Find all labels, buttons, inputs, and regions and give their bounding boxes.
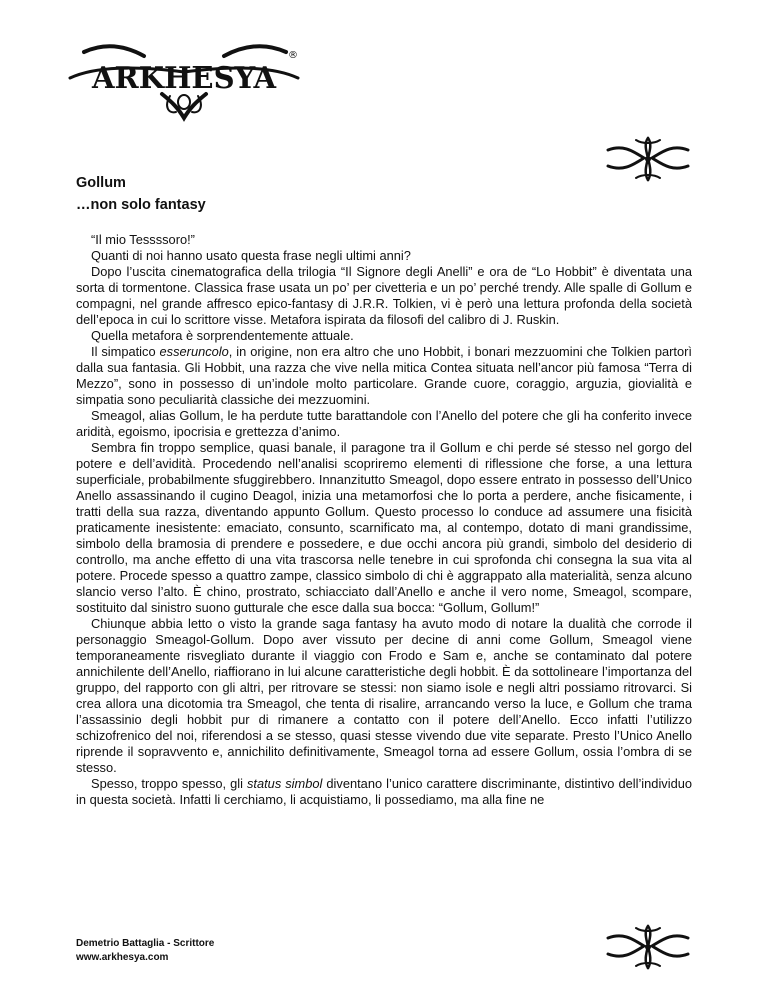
- article-title: Gollum: [76, 175, 126, 191]
- celtic-knot-ornament-icon: [606, 922, 690, 972]
- paragraph: Quanti di noi hanno usato questa frase negli ultimi anni?: [91, 248, 411, 263]
- article-subtitle: …non solo fantasy: [76, 197, 206, 213]
- celtic-knot-ornament-icon: [606, 134, 690, 184]
- paragraph-text: , in origine, non era altro che uno Hobbit, i bonari mezzuomini che Tolkien partorì dalla sua fantasia. Gli Hobbit, una razza che vive nella mitica Contea situata nell’ancor più famosa “Terra di Mezzo”, sono in possesso di un’indole molto particolare. Grande cuore, coraggio, arguzia, giovialità e simpatia sono peculiarità classiche dei mezzuomini.: [76, 344, 692, 407]
- emphasis-text: status simbol: [246, 776, 323, 791]
- paragraph: Quella metafora è sorprendentemente attuale.: [91, 328, 354, 343]
- footer-website-link[interactable]: www.arkhesya.com: [76, 952, 169, 963]
- emphasis-text: esseruncolo: [159, 344, 229, 359]
- logo-wordmark: ARKHESYA: [91, 61, 277, 96]
- arkhesya-logo: [66, 36, 302, 122]
- paragraph: Chiunque abbia letto o visto la grande saga fantasy ha avuto modo di notare la dualità che corrode il personaggio Smeagol-Gollum. Dopo aver vissuto per decine di anni come Gollum, Smeagol viene temporaneamente risvegliato durante il viaggio con Frodo e Sam e, anche se contaminato dal potere annichilente dell’Anello, riaffiorano in lui alcune caratteristiche degli hobbit. È da sottolineare l’importanza del gruppo, del rapporto con gli altri, per ritrovare se stessi: non siamo isole e negli altri possiamo ritrovarci. Si crea allora una dicotomia tra Smeagol, che tenta di risalire, arrancando verso la luce, e Gollum che trama l’assassinio degli hobbit pur di rimanere a contatto con il potere dell’Anello. Ecco infatti l’utilizzo schizofrenico del noi, riferendosi a se stesso, quasi stesse vivendo due vite separate. Presto l’Unico Anello riprende il sopravvento e, annichilito definitivamente, Smeagol torna ad essere Gollum, ossia l’ombra di se stesso.: [76, 616, 692, 775]
- page-footer: [76, 937, 214, 965]
- article-heading: [76, 172, 206, 216]
- paragraph: Smeagol, alias Gollum, le ha perdute tutte barattandole con l’Anello del potere che gli ha conferito invece aridità, egoismo, ipocrisia e grettezza d’animo.: [76, 408, 692, 439]
- paragraph-text: diventano l’unico carattere discriminante, distintivo dell’individuo in questa società. Infatti li cerchiamo, li acquistiamo, li possediamo, ma alla fine ne: [76, 776, 692, 807]
- paragraph-text: Spesso, troppo spesso, gli: [91, 776, 247, 791]
- paragraph: Dopo l’uscita cinematografica della trilogia “Il Signore degli Anelli” e ora de “Lo Hobbit” è diventata una sorta di tormentone. Classica frase usata un po’ per civetteria e un po’ perché trendy. Alle spalle di Gollum e compagni, nel grande affresco epico-fantasy di J.R.R. Tolkien, vi è però una lettura profonda della società dell’epoca in cui lo scrittore visse. Metafora ispirata da filosofi del calibro di J. Ruskin.: [76, 264, 692, 327]
- paragraph-quote: “Il mio Tessssoro!”: [91, 232, 195, 247]
- paragraph: Sembra fin troppo semplice, quasi banale, il paragone tra il Gollum e chi perde sé stesso nel gorgo del potere e dell’avidità. Procedendo nell’analisi scopriremo elementi di riflessione che forse, a una lettura superficiale, probabilmente sfuggirebbero. Innanzitutto Smeagol, dopo essere entrato in possesso dell’Unico Anello assassinando il cugino Deagol, inizia una metamorfosi che lo porta a perdere, anche fisicamente, i tratti della sua razza, diventando appunto Gollum. Questo processo lo conduce ad assumere una fisicità praticamente inesistente: emaciato, consunto, scarnificato ma, al contempo, dotato di mani grandissime, simbolo della bramosia di prendere e possedere, e due occhi ancora più grandi, simbolo del desiderio di controllo, ma anche effetto di una vita trascorsa nelle tenebre in cui sprofonda chi consegna la sua vita al potere. Procede spesso a quattro zampe, classico simbolo di chi è aggrappato alla materialità, senza alcuno slancio verso l’alto. È chino, prostrato, schiacciato dall’Anello e anche il vero nome, Smeagol, scompare, sostituito dal sinistro suono gutturale che esce dalla sua bocca: “Gollum, Gollum!”: [76, 440, 692, 615]
- footer-author: Demetrio Battaglia - Scrittore: [76, 938, 215, 949]
- paragraph-text: Il simpatico: [91, 344, 160, 359]
- paragraph: [76, 344, 692, 408]
- article-body: [76, 232, 692, 808]
- registered-mark: ®: [288, 50, 298, 61]
- paragraph: [76, 776, 692, 808]
